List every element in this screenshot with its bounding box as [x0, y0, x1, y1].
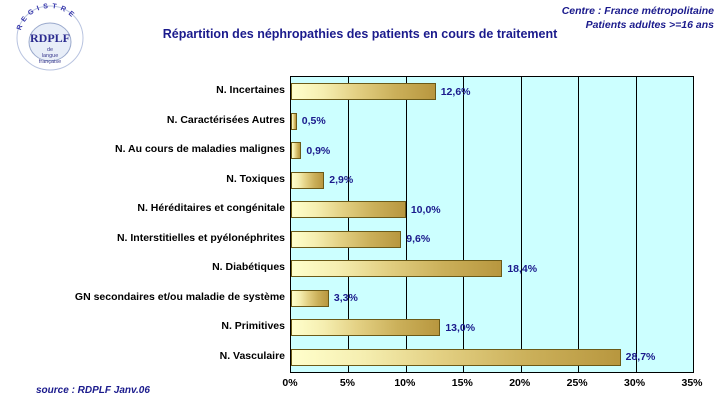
source-note: source : RDPLF Janv.06: [36, 385, 150, 396]
bar-row: [291, 284, 693, 314]
bar-row: [291, 107, 693, 137]
bar-value-label: 3,3%: [333, 292, 358, 305]
bar-row: [291, 77, 693, 107]
rdplf-logo: [8, 2, 92, 74]
bar-row: [291, 166, 693, 196]
bar-value-label: 12,6%: [440, 85, 471, 98]
bar-row: [291, 225, 693, 255]
bar-row: [291, 313, 693, 343]
bar: [291, 231, 401, 248]
bar: [291, 113, 297, 130]
category-label: N. Vasculaire: [219, 349, 285, 362]
axis-tick-label: 15%: [451, 377, 473, 389]
logo-ring-text: R E G I S T R E: [16, 2, 76, 32]
bar-value-label: 0,9%: [306, 144, 331, 157]
category-axis: [0, 76, 290, 373]
axis-tick-label: 20%: [509, 377, 531, 389]
category-label: N. Toxiques: [226, 172, 285, 185]
bar-value-label: 2,9%: [329, 174, 354, 187]
bar-value-label: 10,0%: [410, 203, 441, 216]
page-title: Répartition des néphropathies des patients en cours de traitement: [162, 27, 558, 41]
axis-tick-label: 30%: [624, 377, 646, 389]
category-label: N. Interstitielles et pyélonéphrites: [116, 231, 285, 244]
bar: [291, 349, 621, 366]
svg-text:langue: langue: [41, 53, 59, 59]
bar-value-label: 9,6%: [406, 233, 431, 246]
category-label: N. Au cours de maladies malignes: [115, 143, 285, 155]
category-label: N. Héréditaires et congénitale: [137, 202, 285, 214]
category-label: N. Diabétiques: [212, 261, 285, 273]
axis-tick-label: 25%: [566, 377, 588, 389]
category-label: N. Incertaines: [216, 84, 285, 96]
svg-text:française: française: [38, 59, 62, 65]
bar-row: [291, 343, 693, 373]
bar-row: [291, 136, 693, 166]
axis-tick-label: 5%: [339, 377, 356, 389]
svg-text:RDPLF: RDPLF: [30, 31, 70, 45]
bar-value-label: 13,0%: [445, 321, 476, 334]
header-patients-line: Patients adultes >=16 ans: [585, 19, 714, 31]
bar-row: [291, 195, 693, 225]
bar: [291, 142, 301, 159]
category-label: N. Caractérisées Autres: [166, 113, 285, 126]
chart-plot-area: [290, 76, 694, 373]
bar-value-label: 28,7%: [625, 351, 656, 364]
bar: [291, 201, 406, 218]
bar-value-label: 18,4%: [507, 262, 538, 275]
svg-text:de: de: [46, 47, 54, 53]
axis-tick-label: 10%: [394, 377, 416, 389]
value-axis: [282, 374, 703, 396]
bar-row: [291, 254, 693, 284]
bar: [291, 172, 324, 189]
bar: [291, 290, 329, 307]
category-label: GN secondaires et/ou maladie de système: [74, 290, 285, 303]
header-center-line: Centre : France métropolitaine: [561, 5, 714, 17]
category-label: N. Primitives: [221, 320, 285, 332]
bar: [291, 319, 440, 336]
bar: [291, 83, 436, 100]
bar-value-label: 0,5%: [301, 115, 326, 128]
axis-tick-label: 35%: [681, 377, 703, 389]
axis-tick-label: 0%: [282, 377, 298, 389]
bar: [291, 260, 502, 277]
